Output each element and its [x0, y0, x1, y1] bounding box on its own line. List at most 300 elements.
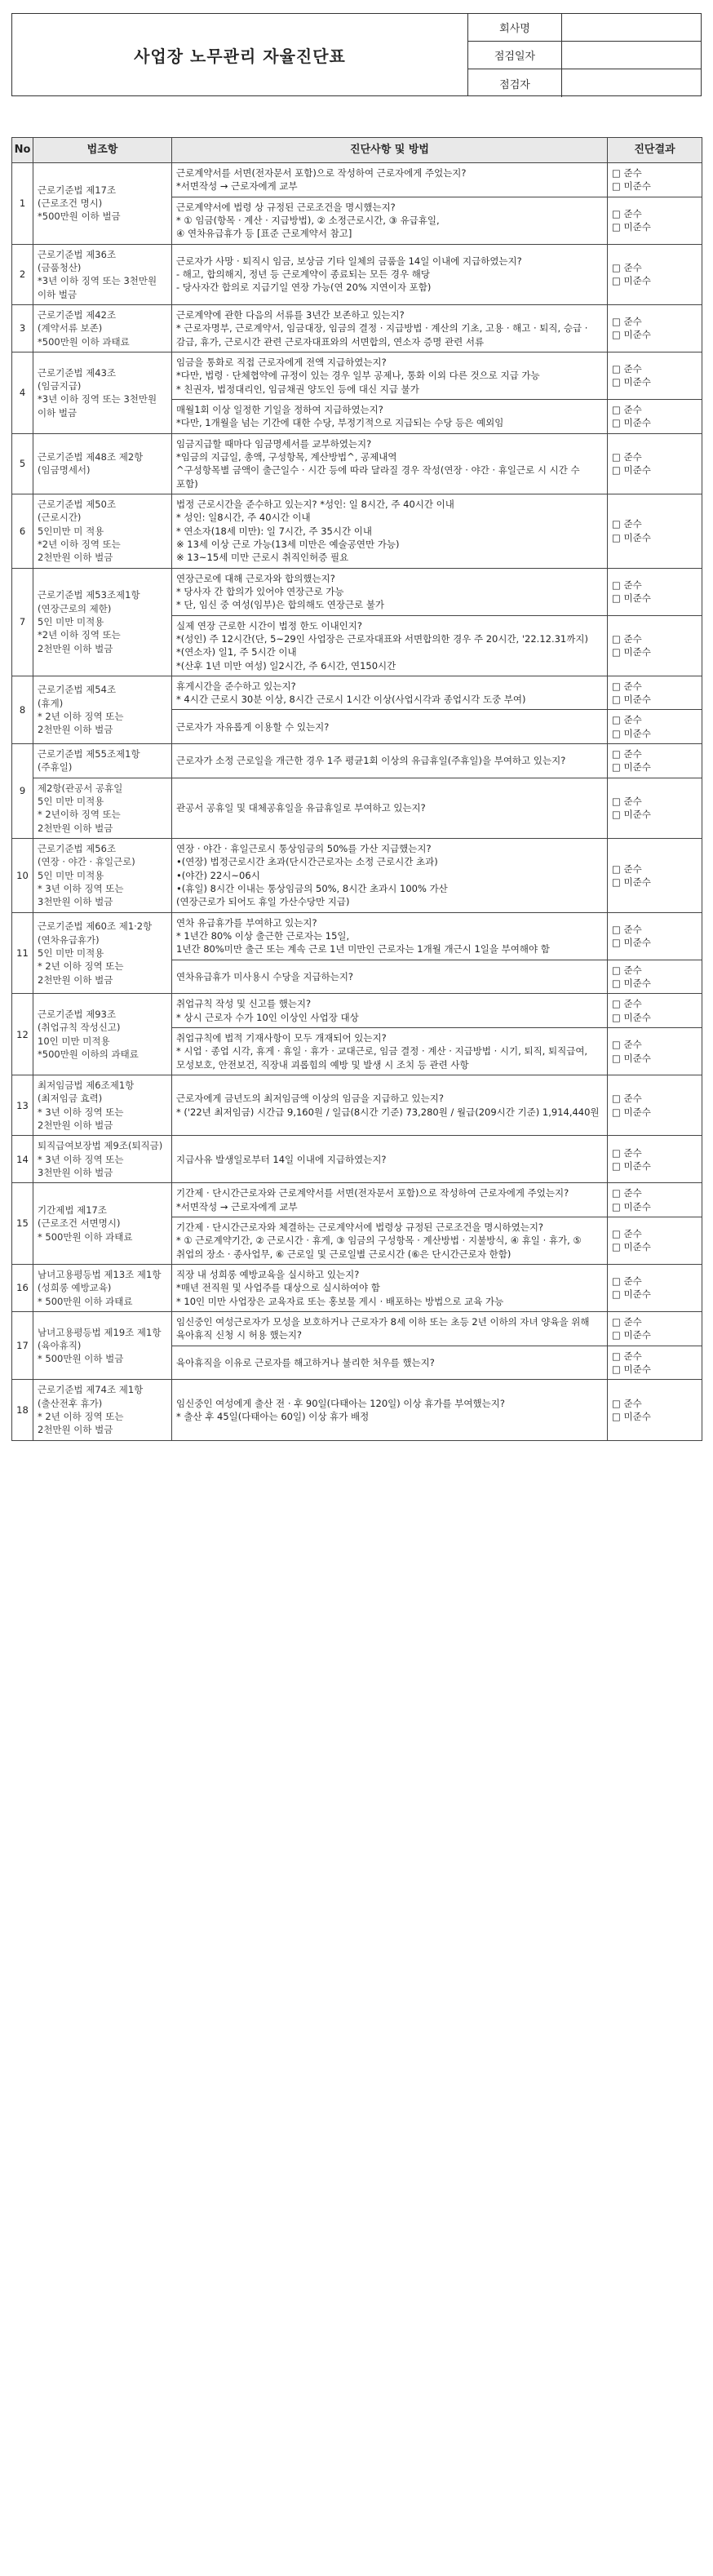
check-item-text: ※ 13~15세 미만 근로시 취직인허증 필요	[176, 552, 349, 564]
law-text: 2천만원 이하 벌금	[38, 1120, 113, 1132]
check-item-text: *임금의 지급일, 총액, 구성항목, 계산방법^, 공제내역	[176, 450, 397, 463]
law-text: 5인미만 미 적용	[38, 525, 104, 537]
law-cell	[33, 1380, 172, 1440]
law-text: *3년 이하 징역 또는 3천만원 이하 벌금	[38, 393, 157, 419]
check-item	[172, 994, 608, 1028]
law-text: 2천만원 이하 벌금	[38, 724, 113, 736]
checkbox-noncomply[interactable]: □ 미준수	[612, 221, 651, 233]
check-item	[172, 1075, 608, 1136]
check-item-text: *서면작성 → 근로자에게 교부	[176, 1200, 298, 1213]
check-item	[172, 1217, 608, 1264]
result-cell	[608, 494, 702, 568]
result-cell	[608, 1136, 702, 1183]
row-number: 11	[12, 912, 33, 994]
check-item-text: 임금을 통화로 직접 근로자에게 전액 지급하였는지?	[176, 356, 387, 368]
table-row	[12, 163, 702, 197]
check-item-text: ^구성항목별 금액이 출근일수 · 시간 등에 따라 달라질 경우 작성(연장 · 야간 · 휴일근로 시 시간 수 포함)	[176, 464, 580, 490]
law-text: (휴게)	[38, 697, 64, 709]
table-row	[12, 1183, 702, 1217]
law-text: *500만원 이하의 과태료	[38, 1049, 139, 1061]
result-cell	[608, 994, 702, 1028]
check-item	[172, 1380, 608, 1440]
row-number: 10	[12, 839, 33, 913]
check-item-text: * 당사자 간 합의가 있어야 연장근로 가능	[176, 585, 344, 597]
law-text: 5인 미만 미적용	[38, 616, 104, 628]
check-item-text: 기간제 · 단시간근로자와 근로계약서를 서면(전자문서 포함)으로 작성하여 근로자에게 주었는지?	[176, 1187, 569, 1199]
law-cell	[33, 1311, 172, 1379]
law-text: (금품청산)	[38, 261, 82, 273]
check-item	[172, 163, 608, 197]
result-cell	[608, 352, 702, 399]
check-item-text: •(야간) 22시~06시	[176, 869, 260, 881]
result-cell	[608, 399, 702, 433]
checkbox-comply[interactable]: □ 준수	[612, 1146, 642, 1159]
check-item-text: *서면작성 → 근로자에게 교부	[176, 180, 298, 193]
check-item-text: - 당사자간 합의로 지급기일 연장 가능(연 20% 지연이자 포함)	[176, 282, 432, 294]
checkbox-noncomply[interactable]: □ 미준수	[612, 464, 651, 477]
check-item	[172, 399, 608, 433]
row-number: 4	[12, 352, 33, 433]
checkbox-comply[interactable]: □ 준수	[612, 1093, 642, 1105]
check-item	[172, 1311, 608, 1346]
result-cell	[608, 568, 702, 615]
check-item	[172, 244, 608, 304]
check-item-text: 취업규칙 작성 및 신고를 했는지?	[176, 998, 312, 1010]
table-row	[12, 1311, 702, 1346]
check-item-text: 실제 연장 근로한 시간이 법정 한도 이내인지?	[176, 619, 362, 632]
check-item	[172, 1264, 608, 1311]
checkbox-noncomply[interactable]: □ 미준수	[612, 809, 651, 821]
law-text: 2천만원 이하 벌금	[38, 822, 113, 834]
law-text: 남녀고용평등법 제19조 제1항(육아휴직)	[38, 1326, 162, 1351]
checkbox-noncomply[interactable]: □ 미준수	[612, 275, 651, 287]
table-row	[12, 352, 702, 399]
table-row	[12, 912, 702, 960]
law-cell	[33, 1264, 172, 1311]
checkbox-noncomply[interactable]: □ 미준수	[612, 978, 651, 990]
law-cell	[33, 994, 172, 1075]
checkbox-noncomply[interactable]: □ 미준수	[612, 937, 651, 949]
law-cell	[33, 433, 172, 494]
checkbox-comply[interactable]: □ 준수	[612, 1350, 642, 1362]
table-row	[12, 1075, 702, 1136]
check-item-text: 근로계약서에 법령 상 규정된 근로조건을 명시했는지?	[176, 201, 396, 213]
row-number: 13	[12, 1075, 33, 1136]
check-item	[172, 352, 608, 399]
check-item-text: * 1년간 80% 이상 출근한 근로자는 15일,	[176, 930, 350, 942]
checklist-body	[12, 163, 702, 1441]
info-row	[468, 42, 701, 69]
checkbox-noncomply[interactable]: □ 미준수	[612, 180, 651, 193]
check-item-text: 근로자가 소정 근로일을 개근한 경우 1주 평균1회 이상의 유급휴일(주휴일)을 부여하고 있는지?	[176, 755, 566, 767]
row-number: 9	[12, 744, 33, 839]
table-row	[12, 839, 702, 913]
checkbox-comply[interactable]: □ 준수	[612, 1397, 642, 1409]
result-cell	[608, 1183, 702, 1217]
result-cell	[608, 676, 702, 710]
check-item-text: (연장근로가 되어도 휴일 가산수당만 지급)	[176, 896, 350, 908]
check-item	[172, 1346, 608, 1380]
result-cell	[608, 1311, 702, 1346]
check-item-text: *다만, 1개월을 넘는 기간에 대한 수당, 부정기적으로 지급되는 수당 등은 예외임	[176, 417, 504, 429]
checkbox-noncomply[interactable]: □ 미준수	[612, 417, 651, 429]
check-item-text: 매월1회 이상 일정한 기일을 정하여 지급하였는지?	[176, 403, 383, 415]
info-label-date: 점검일자	[468, 42, 562, 69]
checkbox-noncomply[interactable]: □ 미준수	[612, 1329, 651, 1341]
law-text: * 3년 이하 징역 또는	[38, 883, 124, 895]
law-text: 2천만원 이하 벌금	[38, 973, 113, 986]
check-item-text: 직장 내 성희롱 예방교육을 실시하고 있는지?	[176, 1268, 360, 1280]
checkbox-noncomply[interactable]: □ 미준수	[612, 727, 651, 739]
law-text: 5인 미만 미적용	[38, 869, 104, 881]
check-item-text: * 10인 미만 사업장은 교육자료 또는 홍보물 게시 · 배포하는 방법으로 교육 가능	[176, 1295, 504, 1307]
table-row	[12, 1264, 702, 1311]
checkbox-noncomply[interactable]: □ 미준수	[612, 876, 651, 888]
checkbox-comply[interactable]: □ 준수	[612, 714, 642, 726]
row-number: 1	[12, 163, 33, 245]
law-text: *2년 이하 징역 또는	[38, 629, 121, 641]
checkbox-comply[interactable]: □ 준수	[612, 1228, 642, 1240]
law-text: * 500만원 이하 과태료	[38, 1230, 133, 1243]
row-number: 7	[12, 568, 33, 676]
law-text: 근로기준법 제93조	[38, 1009, 117, 1021]
info-row	[468, 14, 701, 42]
check-item	[172, 778, 608, 838]
checkbox-comply[interactable]: □ 준수	[612, 680, 642, 692]
law-text: * 3년 이하 징역 또는	[38, 1153, 124, 1165]
header-result: 진단결과	[608, 138, 702, 163]
table-row	[12, 744, 702, 778]
header-no: No	[12, 138, 33, 163]
checkbox-noncomply[interactable]: □ 미준수	[612, 761, 651, 774]
check-item-text: 기간제 · 단시간근로자와 체결하는 근로계약서에 법령상 규정된 근로조건을 명시하였는지?	[176, 1221, 544, 1233]
info-row	[468, 69, 701, 97]
check-item-text: ④ 연차유급휴가 등 [표준 근로계약서 참고]	[176, 228, 352, 240]
law-cell	[33, 1183, 172, 1265]
checkbox-comply[interactable]: □ 준수	[612, 363, 642, 375]
law-cell	[33, 676, 172, 743]
inspector-field[interactable]	[562, 69, 701, 97]
law-text: (계약서류 보존)	[38, 322, 103, 335]
law-text: 제2항(관공서 공휴일	[38, 782, 123, 794]
checkbox-noncomply[interactable]: □ 미준수	[612, 592, 651, 605]
check-item-text: *(산후 1년 미만 여성) 일2시간, 주 6시간, 연150시간	[176, 659, 396, 672]
checkbox-noncomply[interactable]: □ 미준수	[612, 1410, 651, 1422]
checkbox-comply[interactable]: □ 준수	[612, 518, 642, 530]
row-number: 8	[12, 676, 33, 743]
law-text: 5인 미만 미적용	[38, 796, 104, 808]
check-item-text: 임신중인 여성에게 출산 전 · 후 90일(다태아는 120일) 이상 휴가를 부여했는지?	[176, 1397, 505, 1409]
row-number: 18	[12, 1380, 33, 1440]
page-title: 사업장 노무관리 자율진단표	[11, 13, 468, 96]
check-item	[172, 710, 608, 744]
table-row	[12, 1380, 702, 1440]
check-item-text: 관공서 공휴일 및 대체공휴일을 유급휴일로 부여하고 있는지?	[176, 802, 426, 814]
row-number: 15	[12, 1183, 33, 1265]
check-item	[172, 960, 608, 994]
result-cell	[608, 1346, 702, 1380]
law-text: 3천만원 이하 벌금	[38, 1167, 113, 1178]
law-text: * 3년 이하 징역 또는	[38, 1106, 124, 1118]
law-text: 근로기준법 제36조	[38, 248, 117, 260]
row-number: 16	[12, 1264, 33, 1311]
law-text: 근로기준법 제17조	[38, 184, 117, 196]
result-cell	[608, 244, 702, 304]
law-text: 근로기준법 제54조	[38, 684, 117, 696]
law-text: *3년 이하 징역 또는 3천만원 이하 벌금	[38, 275, 157, 300]
checkbox-comply[interactable]: □ 준수	[612, 632, 642, 645]
table-row	[12, 568, 702, 615]
table-header-row	[12, 138, 702, 163]
check-item-text: •(연장) 법정근로시간 초과(단시간근로자는 소정 근로시간 초과)	[176, 856, 438, 868]
checklist-table	[11, 137, 702, 1441]
law-text: (취업규칙 작성신고)	[38, 1022, 121, 1034]
law-text: 근로기준법 제55조제1항	[38, 748, 140, 760]
result-cell	[608, 912, 702, 960]
check-item-text: * ① 근로계약기간, ② 근로시간 · 휴게, ③ 임금의 구성항목 · 계산방법 · 지불방식, ④ 휴일 · 휴가, ⑤ 취업의 장소 · 종사업무, ⑥ 근로일 및 근로일별 근로시간 (⑥은 단시간근로자 한함)	[176, 1235, 582, 1260]
info-label-company: 회사명	[468, 14, 562, 41]
law-cell	[33, 778, 172, 838]
check-item	[172, 839, 608, 913]
check-item-text: *다만, 법령 · 단체협약에 규정이 있는 경우 일부 공제나, 통화 이외 다른 것으로 지급 가능	[176, 370, 540, 382]
law-text: 근로기준법 제50조	[38, 498, 117, 510]
check-item	[172, 912, 608, 960]
table-row	[12, 994, 702, 1028]
checkbox-comply[interactable]: □ 준수	[612, 796, 642, 808]
table-row	[12, 244, 702, 304]
law-cell	[33, 744, 172, 778]
check-item	[172, 1028, 608, 1075]
check-item-text: *(성인) 주 12시간(단, 5~29인 사업장은 근로자대표와 서면합의한 경우 주 20시간, '22.12.31까지)	[176, 632, 588, 645]
check-item-text: 지급사유 발생일로부터 14일 이내에 지급하였는지?	[176, 1153, 387, 1165]
checkbox-comply[interactable]: □ 준수	[612, 261, 642, 273]
checkbox-noncomply[interactable]: □ 미준수	[612, 329, 651, 341]
law-text: 근로기준법 제74조 제1항(출산전후 휴가)	[38, 1384, 144, 1409]
law-text: (주휴일)	[38, 761, 73, 774]
row-number: 6	[12, 494, 33, 568]
checkbox-noncomply[interactable]: □ 미준수	[612, 1288, 651, 1301]
checkbox-noncomply[interactable]: □ 미준수	[612, 1200, 651, 1213]
result-cell	[608, 1380, 702, 1440]
table-row	[12, 494, 702, 568]
check-item-text: * ('22년 최저임금) 시간급 9,160원 / 일급(8시간 기준) 73,280원 / 월급(209시간 기준) 1,914,440원	[176, 1106, 600, 1118]
check-item-text: 연차유급휴가 미사용시 수당을 지급하는지?	[176, 970, 354, 982]
checkbox-noncomply[interactable]: □ 미준수	[612, 1011, 651, 1023]
row-number: 12	[12, 994, 33, 1075]
checkbox-comply[interactable]: □ 준수	[612, 1315, 642, 1328]
law-text: 근로기준법 제56조	[38, 843, 117, 855]
check-item	[172, 433, 608, 494]
law-text: (최저임금 효력)	[38, 1093, 103, 1105]
law-cell	[33, 352, 172, 433]
info-label-inspector: 점검자	[468, 69, 562, 97]
check-item-text: *(연소자) 일1, 주 5시간 이내	[176, 646, 297, 658]
result-cell	[608, 163, 702, 197]
law-cell	[33, 163, 172, 245]
table-row	[12, 676, 702, 710]
check-item-text: * 근로자명부, 근로계약서, 임금대장, 임금의 결정 · 지급방법 · 계산의 기초, 고용 · 해고 · 퇴직, 승급 · 감급, 휴가, 근로시간 관련 근로자대표와의 서면합의, 연소자 증명 관련 서류	[176, 322, 588, 348]
result-cell	[608, 778, 702, 838]
result-cell	[608, 615, 702, 676]
check-item-text: * 시업 · 종업 시각, 휴게 · 휴일 · 휴가 · 교대근로, 임금 결정 · 계산 · 지급방법 · 시기, 퇴직, 퇴직급여, 모성보호, 안전보건, 직장내 괴롭힘의 예방 및 발생 시 조치 등 관련 사항	[176, 1045, 588, 1071]
law-cell	[33, 304, 172, 352]
check-item-text: * 연소자(18세 미만): 일 7시간, 주 35시간 이내	[176, 525, 372, 537]
law-text: * 500만원 이하 과태료	[38, 1295, 133, 1307]
check-item-text: •(휴일) 8시간 이내는 통상임금의 50%, 8시간 초과시 100% 가산	[176, 883, 448, 895]
check-item-text: 근로자가 사망 · 퇴직시 임금, 보상금 기타 일체의 금품을 14일 이내에 지급하였는지?	[176, 255, 522, 267]
check-item-text: 임금지급할 때마다 임금명세서를 교부하였는지?	[176, 437, 372, 450]
law-text: * 2년 이하 징역 또는	[38, 1410, 124, 1422]
checkbox-noncomply[interactable]: □ 미준수	[612, 376, 651, 388]
law-cell	[33, 494, 172, 568]
checkbox-noncomply[interactable]: □ 미준수	[612, 694, 651, 706]
check-item-text: * 상시 근로자 수가 10인 이상인 사업장 대상	[176, 1011, 359, 1023]
company-name-field[interactable]	[562, 14, 701, 41]
law-text: * 2년이하 징역 또는	[38, 809, 121, 821]
law-cell	[33, 912, 172, 994]
result-cell	[608, 1264, 702, 1311]
row-number: 3	[12, 304, 33, 352]
checkbox-noncomply[interactable]: □ 미준수	[612, 531, 651, 543]
law-text: 근로기준법 제60조 제1·2항(연차유급휴가)	[38, 920, 153, 946]
checkbox-comply[interactable]: □ 준수	[612, 207, 642, 219]
result-cell	[608, 710, 702, 744]
law-text: (임금명세서)	[38, 464, 91, 477]
check-item	[172, 568, 608, 615]
check-date-field[interactable]	[562, 42, 701, 69]
checkbox-comply[interactable]: □ 준수	[612, 964, 642, 976]
check-item-text: * ① 임금(항목 · 계산 · 지급방법), ② 소정근로시간, ③ 유급휴일,	[176, 214, 440, 226]
law-text: *2년 이하 징역 또는	[38, 538, 121, 550]
check-item-text: 육아휴직을 이유로 근로자를 해고하거나 불리한 처우를 했는지?	[176, 1356, 435, 1368]
check-item-text: 연장근로에 대해 근로자와 합의했는지?	[176, 572, 335, 584]
checkbox-comply[interactable]: □ 준수	[612, 1275, 642, 1288]
checkbox-comply[interactable]: □ 준수	[612, 579, 642, 591]
check-item	[172, 494, 608, 568]
check-item-text: 법정 근로시간을 준수하고 있는지? *성인: 일 8시간, 주 40시간 이내	[176, 498, 454, 510]
check-item-text: 임신중인 여성근로자가 모성을 보호하거나 근로자가 8세 이하 또는 초등 2년 이하의 자녀 양육을 위해 육아휴직 신청 시 허용 했는지?	[176, 1315, 590, 1341]
check-item-text: * 성인: 일8시간, 주 40시간 이내	[176, 512, 311, 524]
checkbox-noncomply[interactable]: □ 미준수	[612, 1363, 651, 1375]
law-text: 2천만원 이하 벌금	[38, 642, 113, 654]
checkbox-comply[interactable]: □ 준수	[612, 923, 642, 935]
checkbox-comply[interactable]: □ 준수	[612, 316, 642, 328]
checkbox-noncomply[interactable]: □ 미준수	[612, 646, 651, 658]
law-text: *500만원 이하 벌금	[38, 211, 121, 223]
law-text: 3천만원 이하 벌금	[38, 896, 113, 908]
check-item-text: * 친권자, 법정대리인, 임금채권 양도인 등에 대신 지급 불가	[176, 383, 419, 395]
result-cell	[608, 1028, 702, 1075]
checkbox-noncomply[interactable]: □ 미준수	[612, 1052, 651, 1064]
law-cell	[33, 244, 172, 304]
checkbox-comply[interactable]: □ 준수	[612, 1039, 642, 1051]
law-text: * 500만원 이하 벌금	[38, 1353, 124, 1365]
check-item	[172, 1183, 608, 1217]
row-number: 14	[12, 1136, 33, 1183]
check-item-text: - 해고, 합의해지, 정년 등 근로계약이 종료되는 모든 경우 해당	[176, 268, 430, 281]
law-text: 근로기준법 제53조제1항	[38, 589, 140, 601]
law-cell	[33, 839, 172, 913]
law-text: (근로조건 명시)	[38, 197, 103, 210]
law-text: 5인 미만 미적용	[38, 947, 104, 959]
law-text: 기간제법 제17조	[38, 1204, 107, 1217]
checkbox-comply[interactable]: □ 준수	[612, 998, 642, 1010]
law-text: (근로조건 서면명시)	[38, 1217, 121, 1230]
row-number: 2	[12, 244, 33, 304]
checkbox-noncomply[interactable]: □ 미준수	[612, 1159, 651, 1172]
check-item-text: * 단, 임신 중 여성(임부)은 합의해도 연장근로 불가	[176, 599, 385, 611]
header-law: 법조항	[33, 138, 172, 163]
law-cell	[33, 1075, 172, 1136]
checkbox-comply[interactable]: □ 준수	[612, 748, 642, 760]
law-text: 근로기준법 제42조	[38, 308, 117, 321]
check-item-text: 근로자에게 금년도의 최저임금액 이상의 임금을 지급하고 있는지?	[176, 1093, 444, 1105]
law-text: 근로기준법 제43조	[38, 366, 117, 379]
check-item	[172, 304, 608, 352]
check-item-text: 근로계약에 관한 다음의 서류를 3년간 보존하고 있는지?	[176, 308, 405, 321]
check-item-text: * 4시간 근로시 30분 이상, 8시간 근로시 1시간 이상(사업시각과 종업시각 도중 부여)	[176, 694, 526, 706]
checkbox-comply[interactable]: □ 준수	[612, 403, 642, 415]
checkbox-comply[interactable]: □ 준수	[612, 862, 642, 875]
checkbox-noncomply[interactable]: □ 미준수	[612, 1106, 651, 1118]
result-cell	[608, 1217, 702, 1264]
law-text: * 2년 이하 징역 또는	[38, 960, 124, 973]
checkbox-noncomply[interactable]: □ 미준수	[612, 1241, 651, 1253]
law-cell	[33, 1136, 172, 1183]
law-text: (임금지급)	[38, 379, 82, 392]
check-item-text: 근로계약서를 서면(전자문서 포함)으로 작성하여 근로자에게 주었는지?	[176, 167, 467, 179]
check-item-text: 1년간 80%미만 출근 또는 계속 근로 1년 미만인 근로자는 1개월 개근시 1일을 부여해야 함	[176, 943, 550, 955]
law-text: 퇴직급여보장법 제9조(퇴직금)	[38, 1140, 163, 1152]
law-text: 2천만원 이하 벌금	[38, 1424, 113, 1436]
table-row	[12, 1136, 702, 1183]
checkbox-comply[interactable]: □ 준수	[612, 1187, 642, 1199]
row-number: 5	[12, 433, 33, 494]
law-text: 2천만원 이하 벌금	[38, 552, 113, 564]
result-cell	[608, 1075, 702, 1136]
check-item-text: ※ 13세 이상 근로 가능(13세 미만은 예술공연만 가능)	[176, 538, 400, 550]
checkbox-comply[interactable]: □ 준수	[612, 167, 642, 179]
table-row	[12, 304, 702, 352]
check-item	[172, 676, 608, 710]
law-text: *500만원 이하 과태료	[38, 335, 130, 348]
result-cell	[608, 839, 702, 913]
law-text: (연장 · 야간 · 휴일근로)	[38, 856, 135, 868]
check-item-text: * 출산 후 45일(다태아는 60일) 이상 휴가 배정	[176, 1410, 370, 1422]
law-text: * 2년 이하 징역 또는	[38, 710, 124, 722]
table-row	[12, 433, 702, 494]
law-cell	[33, 568, 172, 676]
result-cell	[608, 197, 702, 244]
check-item	[172, 744, 608, 778]
header-item: 진단사항 및 방법	[172, 138, 608, 163]
check-item	[172, 197, 608, 244]
result-cell	[608, 960, 702, 994]
result-cell	[608, 744, 702, 778]
table-row	[12, 778, 702, 838]
law-text: 근로기준법 제48조 제2항	[38, 450, 144, 463]
check-item-text: 근로자가 자유롭게 이용할 수 있는지?	[176, 720, 330, 733]
law-text: 최저임금법 제6조제1항	[38, 1080, 135, 1092]
check-item-text: 연차 유급휴가를 부여하고 있는지?	[176, 916, 317, 929]
info-box	[468, 13, 702, 96]
law-text: (연장근로의 제한)	[38, 602, 112, 614]
checkbox-comply[interactable]: □ 준수	[612, 450, 642, 463]
result-cell	[608, 304, 702, 352]
row-number: 17	[12, 1311, 33, 1379]
check-item	[172, 1136, 608, 1183]
law-text: 10인 미만 미적용	[38, 1035, 110, 1047]
